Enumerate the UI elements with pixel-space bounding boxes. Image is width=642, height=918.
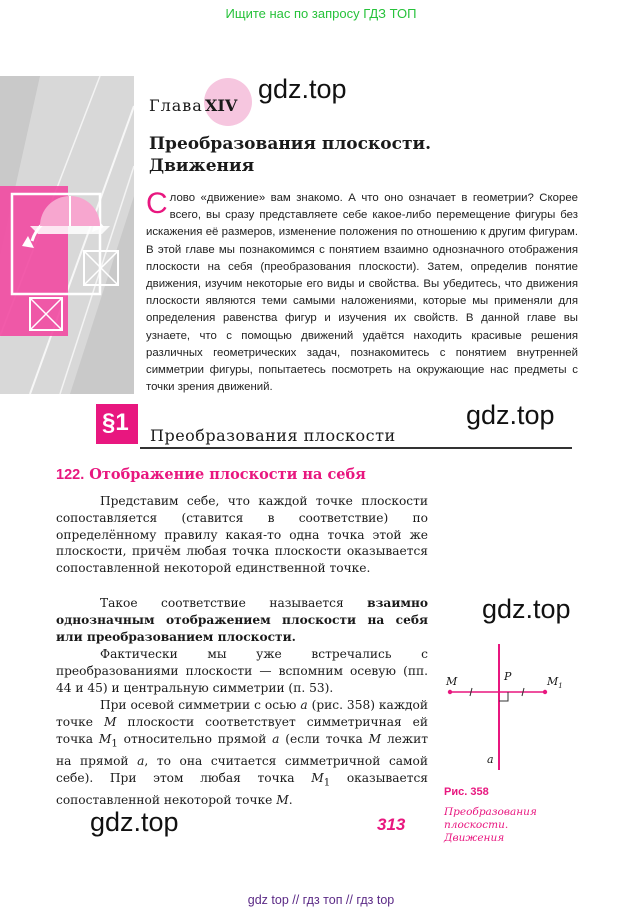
var-M1: M [311,770,324,785]
var-M1: M [98,731,112,746]
section-badge [96,404,138,444]
paragraph-4 [56,697,428,809]
label-m1-letter: M [547,675,559,688]
var-a: a [272,731,280,746]
var-M: M [368,731,382,746]
paragraph-2 [56,595,428,645]
text-run: При осевой симметрии с осью [100,698,301,712]
var-M: M [276,792,289,807]
label-m1 [547,675,563,690]
var-a: a [300,698,308,712]
watermark: gdz.top [482,594,571,624]
point-m [448,690,452,694]
text-run: . [288,792,293,807]
paragraph-1: Представим себе, что каждой точке плоскости сопоставляется (ставится в соответствие) по определённому правилу какая-то одна точка этой же плоскости, причём любая точка плоскости оказывается сопоставленной некоторой единственной точке. [56,494,428,576]
chapter-number: XIV [205,96,238,115]
footer-links: gdz top // гдз топ // гдз top [247,893,395,907]
page-number: 313 [377,815,406,834]
right-angle-mark [499,692,508,701]
figure-358 [440,640,580,780]
chapter-intro [146,187,578,396]
label-a: a [487,753,494,766]
point-m1 [543,690,547,694]
chapter-label: Глава [149,96,203,115]
chapter-title-line2: Движения [149,156,255,176]
intro-text: лово «движение» вам знакомо. А что оно означает в геометрии? Скорее всего, вы сразу представляете себе какое-либо перемещение фигуры без искажения её размеров, изменение положения по отношению к другим фигурам. В этой главе мы познакомимся с понятием взаимно однозначного отображения плоскости на себя (преобразования плоскости). Затем, определив понятие движения, изучим некоторые его виды и свойства. Вы убедитесь, что движения плоскости являются теми самыми наложениями, которые мы применяли для определения равенства фигур и изучения их свойств. В данной главе вы узнаете, что с помощью движений удаётся находить красивые решения различных геометрических задач, познакомитесь с понятием внутренней симметрии фигуры, попытаетесь посмотреть на окружающие нас предметы с точки зрения движений. [146,192,578,394]
running-head-line: Преобразования [444,806,537,818]
text-run: (если точка [279,731,369,746]
var-a: a [137,753,145,768]
watermark: gdz.top [90,807,179,837]
label-p: P [504,670,512,683]
chapter-title-line1: Преобразования плоскости. [149,134,432,154]
subscript: 1 [323,777,331,789]
paragraph-3: Фактически мы уже встречались с преобразованиями плоскости — вспомним осевую (пп. 44 и 45) и центральную симметрии (п. 53). [56,647,428,695]
text-run: (рис. 358) каждой точке [56,698,428,729]
figure-caption: Рис. 358 [444,786,489,798]
label-m: M [446,675,458,688]
topic-number: 122. [56,467,85,483]
text-run: , то она считается симметричной самой себе). При этом любая точка [56,753,428,785]
intro-dropcap: С [146,187,168,220]
section-rule [140,447,572,449]
topic-title: Отображение плоскости на себя [89,466,366,483]
chapter-illustration [0,76,134,394]
text-run: плоскости соответствует симметричная ей точка [56,714,428,746]
section-title: Преобразования плоскости [150,426,396,445]
subscript: 1 [111,738,118,750]
text-run: оказывается сопоставленной некоторой точке [56,770,428,807]
var-M: M [103,714,117,729]
section-badge-label: §1 [102,409,129,436]
text-run: относительно прямой [117,731,273,746]
top-banner: Ищите нас по запросу ГДЗ ТОП [225,6,417,21]
running-head-line: Движения [444,832,505,844]
chapter-title [149,133,479,177]
definition-term: взаимно однозначным отображением плоскости на себя или преобразованием плоскости. [56,596,428,644]
topic-heading [56,466,366,483]
paragraph-2-text: Такое соответствие называется [100,596,368,610]
running-head [444,806,537,845]
text-run: лежит на прямой [56,731,428,768]
watermark: gdz.top [258,74,347,104]
watermark: gdz.top [466,400,555,430]
label-m1-subscript: 1 [558,682,563,691]
running-head-line: плоскости. [444,819,509,831]
